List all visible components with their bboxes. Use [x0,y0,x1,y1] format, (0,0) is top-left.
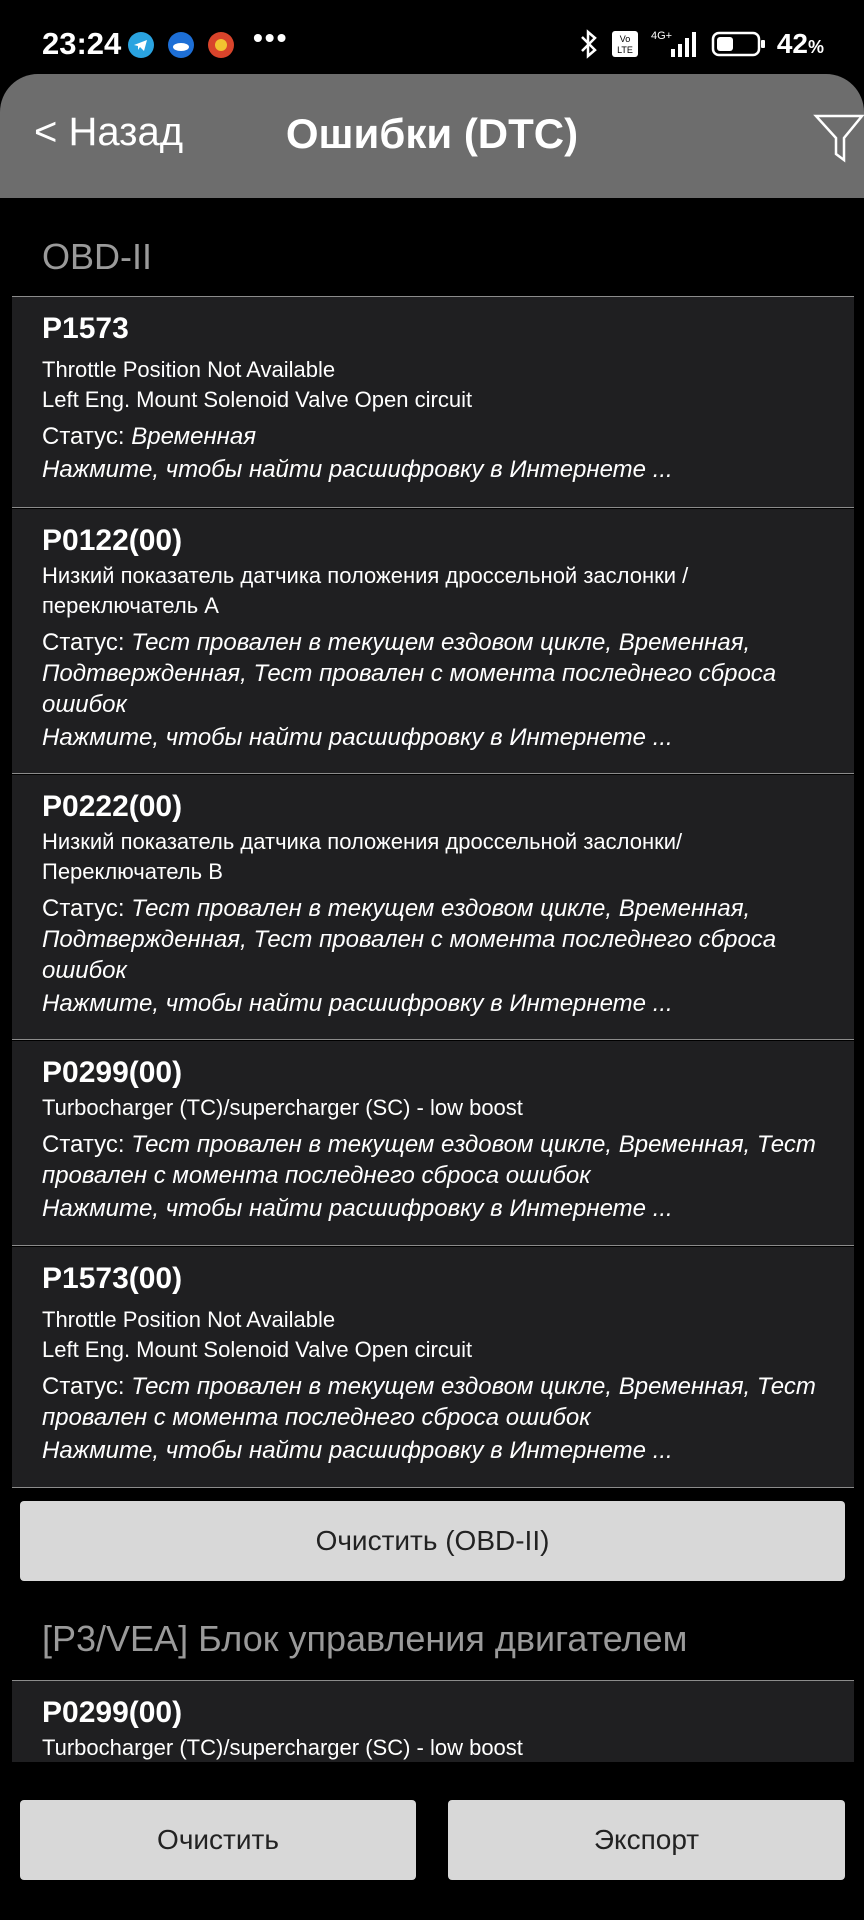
dtc-description: Turbocharger (TC)/supercharger (SC) - low boost [42,1735,523,1760]
svg-text:Vo: Vo [619,34,631,44]
dtc-item[interactable] [12,1681,854,1762]
search-online-link[interactable]: Нажмите, чтобы найти расшифровку в Интернете ... [42,1437,673,1464]
bottom-actions [0,1762,864,1920]
dtc-code: P0299(00) [42,1056,183,1089]
svg-text:LTE: LTE [616,45,633,55]
signal-icon [649,29,701,59]
clock: 23:24 [42,26,122,61]
dtc-list[interactable] [0,198,864,1762]
section-title-obd2: OBD-II [42,236,153,277]
app-header [0,74,864,198]
status-bar [0,0,864,74]
dtc-description: Throttle Position Not Available Left Eng. Mount Solenoid Valve Open circuit [42,1307,473,1362]
dtc-status: Статус: Тест провален в текущем ездовом цикле, Временная, Тест провален с момента последнего сброса ошибок [42,1131,816,1189]
dtc-description: Низкий показатель датчика положения дроссельной заслонки/ Переключатель B [42,829,683,884]
dtc-code: P0122(00) [42,524,183,557]
search-online-link[interactable]: Нажмите, чтобы найти расшифровку в Интернете ... [42,990,673,1017]
page-title: Ошибки (DTC) [285,110,579,157]
dtc-item[interactable] [12,297,854,508]
dtc-description: Throttle Position Not Available Left Eng. Mount Solenoid Valve Open circuit [42,357,473,412]
dtc-code: P1573 [42,312,129,345]
search-online-link[interactable]: Нажмите, чтобы найти расшифровку в Интернете ... [42,456,673,483]
dtc-code: P0222(00) [42,790,183,823]
dtc-status: Статус: Тест провален в текущем ездовом цикле, Временная, Подтвержденная, Тест провален с момента последнего сброса ошибок [42,895,777,984]
dtc-item[interactable] [12,509,854,774]
game-app-icon [208,32,234,58]
section-title-ecu: [P3/VEA] Блок управления двигателем [42,1618,688,1659]
battery-percent: 42% [776,28,824,59]
battery-icon [711,30,767,58]
svg-text:4G+: 4G+ [650,30,672,42]
bluetooth-icon [577,29,601,59]
telegram-icon [128,32,154,58]
search-online-link[interactable]: Нажмите, чтобы найти расшифровку в Интернете ... [42,1195,673,1222]
dtc-status: Статус: Временная [42,423,257,450]
status-right [577,28,824,60]
dtc-item[interactable] [12,1247,854,1488]
dtc-code: P0299(00) [42,1696,183,1729]
more-notifications-icon: ••• [253,22,289,53]
export-button[interactable]: Экспорт [448,1800,845,1880]
cloud-app-icon [168,32,194,58]
dtc-description: Низкий показатель датчика положения дроссельной заслонки / переключатель A [42,563,689,618]
back-button[interactable]: < Назад [34,110,184,154]
filter-icon[interactable] [804,104,864,164]
dtc-status: Статус: Тест провален в текущем ездовом цикле, Временная, Подтвержденная, Тест провален с момента последнего сброса ошибок [42,629,777,718]
clear-button[interactable]: Очистить [20,1800,416,1880]
volte-icon [611,30,639,58]
clear-obd2-button[interactable]: Очистить (OBD-II) [20,1501,845,1581]
dtc-code: P1573(00) [42,1262,183,1295]
dtc-status: Статус: Тест провален в текущем ездовом цикле, Временная, Тест провален с момента последнего сброса ошибок [42,1373,816,1431]
dtc-item[interactable] [12,775,854,1040]
search-online-link[interactable]: Нажмите, чтобы найти расшифровку в Интернете ... [42,724,673,751]
dtc-description: Turbocharger (TC)/supercharger (SC) - low boost [42,1095,523,1120]
dtc-item[interactable] [12,1041,854,1246]
